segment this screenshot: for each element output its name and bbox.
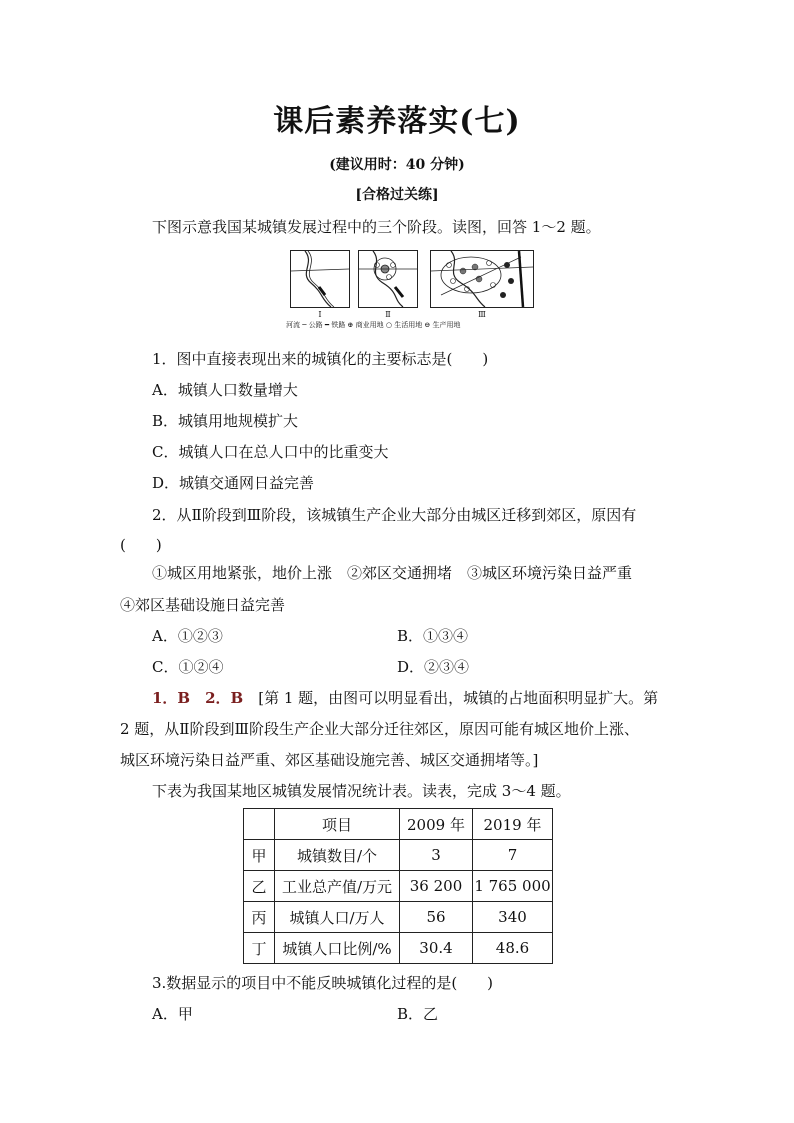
intro-text-2: 下表为我国某地区城镇发展情况统计表。读表，完成 3～4 题。 [152,782,571,800]
table-cell: 7 [473,840,553,871]
table-row [244,902,553,933]
q2-option-d: D．②③④ [397,658,470,676]
stage-1-drawing [291,251,349,307]
q2-stem-line-2: ( ) [120,536,162,554]
table-header-cell [244,809,275,840]
table-cell: 工业总产值/万元 [275,871,400,902]
stage-3-map [430,250,534,308]
stage-3-drawing [431,251,533,307]
q2-items-line-1: ①城区用地紧张，地价上涨 ②郊区交通拥堵 ③城区环境污染日益严重 [152,564,633,582]
time-hint: (建议用时：40 分钟) [329,157,465,173]
table-cell: 甲 [244,840,275,871]
table-row [244,933,553,964]
table-cell: 56 [400,902,473,933]
table-cell: 城镇人口比例/% [275,933,400,964]
q2-stem-line-1: 2．从Ⅱ阶段到Ⅲ阶段，该城镇生产企业大部分由城区迁移到郊区，原因有 [152,506,637,524]
table-header-cell: 项目 [275,809,400,840]
table-cell: 丁 [244,933,275,964]
table-row [244,871,553,902]
stage-2-map [358,250,418,308]
table-header-row [244,809,553,840]
q1-option-c: C．城镇人口在总人口中的比重变大 [152,443,389,461]
table-cell: 48.6 [473,933,553,964]
stage-2-label: Ⅱ [385,310,391,319]
table-row [244,840,553,871]
table-cell: 乙 [244,871,275,902]
table-cell: 3 [400,840,473,871]
table-cell: 城镇人口/万人 [275,902,400,933]
table-cell: 丙 [244,902,275,933]
q2-items-line-2: ④郊区基础设施日益完善 [120,596,286,614]
q1-option-b: B．城镇用地规模扩大 [152,412,299,430]
table-header-cell: 2019 年 [473,809,553,840]
answer-keys: 1．B 2．B [152,689,244,707]
page-title: 课后素养落实(七) [273,104,521,139]
stage-1-label: Ⅰ [318,310,322,319]
q1-option-d: D．城镇交通网日益完善 [152,474,315,492]
stage-2-drawing [359,251,417,307]
q2-option-c: C．①②④ [152,658,224,676]
town-stages-figure [286,250,538,334]
answer-explanation-1: [第 1 题，由图可以明显看出，城镇的占地面积明显扩大。第 [258,689,659,707]
section-label: [合格过关练] [355,187,439,203]
q3-stem: 3.数据显示的项目中不能反映城镇化过程的是( ) [152,974,494,992]
stage-1-map [290,250,350,308]
q2-option-a: A．①②③ [152,627,223,645]
q3-option-a: A．甲 [152,1005,193,1023]
q3-option-b: B．乙 [397,1005,439,1023]
q1-stem: 1．图中直接表现出来的城镇化的主要标志是( ) [152,350,489,368]
table-cell: 城镇数目/个 [275,840,400,871]
table-cell: 1 765 000 [473,871,553,902]
q1-option-a: A．城镇人口数量增大 [152,381,298,399]
table-cell: 30.4 [400,933,473,964]
table-cell: 340 [473,902,553,933]
statistics-table [243,808,553,964]
answer-line-2: 2 题，从Ⅱ阶段到Ⅲ阶段生产企业大部分迁往郊区，原因可能有城区地价上涨、 [120,720,639,738]
table-cell: 36 200 [400,871,473,902]
stage-3-label: Ⅲ [478,310,486,319]
q2-option-b: B．①③④ [397,627,469,645]
table-header-cell: 2009 年 [400,809,473,840]
answer-line-3: 城区环境污染日益严重、郊区基础设施完善、城区交通拥堵等。] [120,751,539,769]
intro-text-1: 下图示意我国某城镇发展过程中的三个阶段。读图，回答 1～2 题。 [152,218,601,236]
figure-legend: 河流 ─ 公路 ━ 铁路 ⊕ 商业用地 ○ 生活用地 ⊖ 生产用地 [286,321,461,329]
answer-line-1 [152,687,658,708]
